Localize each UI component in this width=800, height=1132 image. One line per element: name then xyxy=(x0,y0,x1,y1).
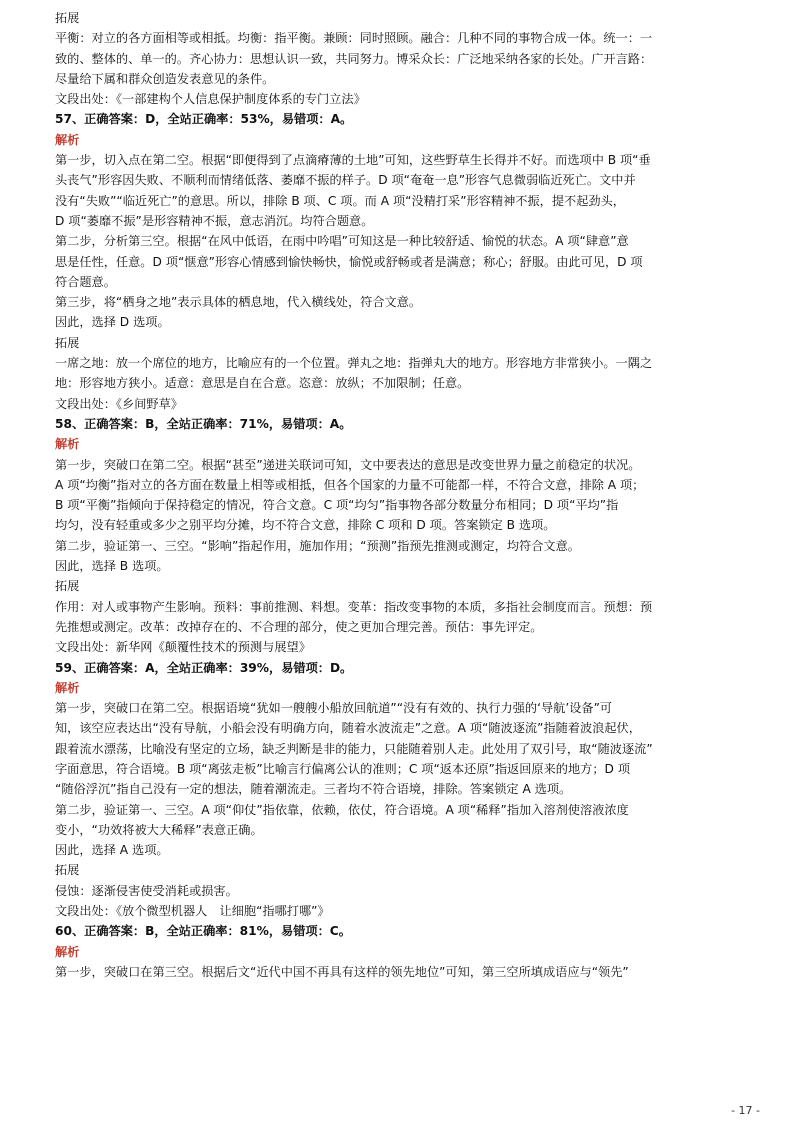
text-line: 知，该空应表达出“没有导航，小船会没有明确方向，随着水波流走”之意。A 项“随波逐流”指随着波浪起伏， xyxy=(55,721,641,736)
text-line: 变小，“功效将被大大稀释”表意正确。 xyxy=(55,822,263,837)
section-label: 拓展 xyxy=(55,335,80,350)
text-line: “随俗浮沉”指自己没有一定的想法，随着潮流走。三者均不符合语境，排除。答案锁定 A 选项。 xyxy=(55,782,572,797)
text-line: 文段出处：《放个微型机器人 让细胞“指哪打哪”》 xyxy=(55,904,330,919)
text-line: 第一步，突破口在第二空。根据语境“犹如一艘艘小船放回航道”“没有有效的、执行力强的‘导航’设备”可 xyxy=(55,701,613,716)
analysis-label: 解析 xyxy=(55,437,80,452)
text-line: 作用：对人或事物产生影响。预料：事前推测、料想。变革：指改变事物的本质，多指社会制度而言。预想：预 xyxy=(55,599,653,614)
text-line: 先推想或测定。改革：改掉存在的、不合理的部分，使之更加合理完善。预估：事先评定。 xyxy=(55,619,543,634)
text-line: 一席之地：放一个席位的地方，比喻应有的一个位置。弹丸之地：指弹丸大的地方。形容地方非常狭小。一隅之 xyxy=(55,356,653,371)
analysis-label: 解析 xyxy=(55,132,80,147)
answer-heading: 60、正确答案：B，全站正确率：81%，易错项：C。 xyxy=(55,924,351,939)
document-page xyxy=(55,8,767,982)
section-label: 拓展 xyxy=(55,11,80,25)
text-line: 因此，选择 D 选项。 xyxy=(55,315,170,330)
text-line: 平衡：对立的各方面相等或相抵。均衡：指平衡。兼顾：同时照顾。融合：几种不同的事物合成一体。统一：一 xyxy=(55,31,653,46)
text-line: 第二步，分析第三空。根据“在风中低语，在雨中吟唱”可知这是一种比较舒适、愉悦的状态。A 项“肆意”意 xyxy=(55,234,629,249)
text-line: B 项“平衡”指倾向于保持稳定的情况，符合文意。C 项“均匀”指事物各部分数量分布相同；D 项“平均”指 xyxy=(55,498,619,513)
answer-heading: 57、正确答案：D，全站正确率：53%，易错项：A。 xyxy=(55,112,353,127)
text-line: 第一步，突破口在第三空。根据后文“近代中国不再具有这样的领先地位”可知，第三空所填成语应与“领先” xyxy=(55,964,629,979)
text-line: 文段出处：《乡间野草》 xyxy=(55,396,183,411)
text-line: 思是任性，任意。D 项“惬意”形容心情感到愉快畅快，愉悦或舒畅或者是满意；称心；舒服。由此可见，D 项 xyxy=(55,254,643,269)
analysis-label: 解析 xyxy=(55,680,80,695)
text-line: 尽量给下属和群众创造发表意见的条件。 xyxy=(55,71,275,86)
text-line: 因此，选择 A 选项。 xyxy=(55,843,169,858)
text-line: 第二步，验证第一、三空。“影响”指起作用，施加作用；“预测”指预先推测或测定，均符合文意。 xyxy=(55,538,580,553)
text-line: 跟着流水漂荡，比喻没有坚定的立场，缺乏判断是非的能力，只能随着别人走。此处用了双引号，取“随波逐流” xyxy=(55,741,653,756)
text-line: 第三步，将“栖身之地”表示具体的栖息地，代入横线处，符合文意。 xyxy=(55,295,422,310)
text-line: 因此，选择 B 选项。 xyxy=(55,559,169,574)
analysis-label: 解析 xyxy=(55,944,80,959)
section-label: 拓展 xyxy=(55,579,80,594)
text-line: 第二步，验证第一、三空。A 项“仰仗”指依靠，依赖，依仗，符合语境。A 项“稀释”指加入溶剂使溶液浓度 xyxy=(55,802,629,817)
section-label: 拓展 xyxy=(55,863,80,878)
text-line: 符合题意。 xyxy=(55,274,116,289)
answer-heading: 58、正确答案：B，全站正确率：71%，易错项：A。 xyxy=(55,416,352,431)
text-line: 地：形容地方狭小。适意：意思是自在合意。恣意：放纵；不加限制；任意。 xyxy=(55,376,470,391)
text-line: 字面意思，符合语境。B 项“离弦走板”比喻言行偏离公认的准则；C 项“返本还原”指返回原来的地方；D 项 xyxy=(55,761,631,776)
text-line: 文段出处：《一部建构个人信息保护制度体系的专门立法》 xyxy=(55,92,366,107)
answer-heading: 59、正确答案：A，全站正确率：39%，易错项：D。 xyxy=(55,660,353,675)
text-line: 第一步，切入点在第二空。根据“即便得到了点滴瘠薄的土地”可知，这些野草生长得并不好。而选项中 B 项“垂 xyxy=(55,153,651,168)
text-line: 致的、整体的、单一的。齐心协力：思想认识一致，共同努力。博采众长：广泛地采纳各家的长处。广开言路： xyxy=(55,51,653,66)
text-line: 没有“失败”“临近死亡”的意思。所以，排除 B 项、C 项。而 A 项“没精打采”形容精神不振，提不起劲头， xyxy=(55,193,625,208)
text-line: 侵蚀：逐渐侵害使受消耗或损害。 xyxy=(55,883,238,898)
text-line: D 项“萎靡不振”是形容精神不振，意志消沉。均符合题意。 xyxy=(55,213,374,228)
page-number: - 17 - xyxy=(731,1104,760,1117)
text-line: A 项“均衡”指对立的各方面在数量上相等或相抵，但各个国家的力量不可能都一样，不符合文意，排除 A 项； xyxy=(55,477,645,492)
text-line: 第一步，突破口在第二空。根据“甚至”递进关联词可知，文中要表达的意思是改变世界力量之前稳定的状况。 xyxy=(55,457,641,472)
text-line: 头丧气”形容因失败、不顺利而情绪低落、萎靡不振的样子。D 项“奄奄一息”形容气息微弱临近死亡。文中并 xyxy=(55,173,636,188)
text-line: 均匀，没有轻重或多少之别平均分摊，均不符合文意，排除 C 项和 D 项。答案锁定 B 选项。 xyxy=(55,518,556,533)
text-line: 文段出处：新华网《颠覆性技术的预测与展望》 xyxy=(55,640,311,655)
